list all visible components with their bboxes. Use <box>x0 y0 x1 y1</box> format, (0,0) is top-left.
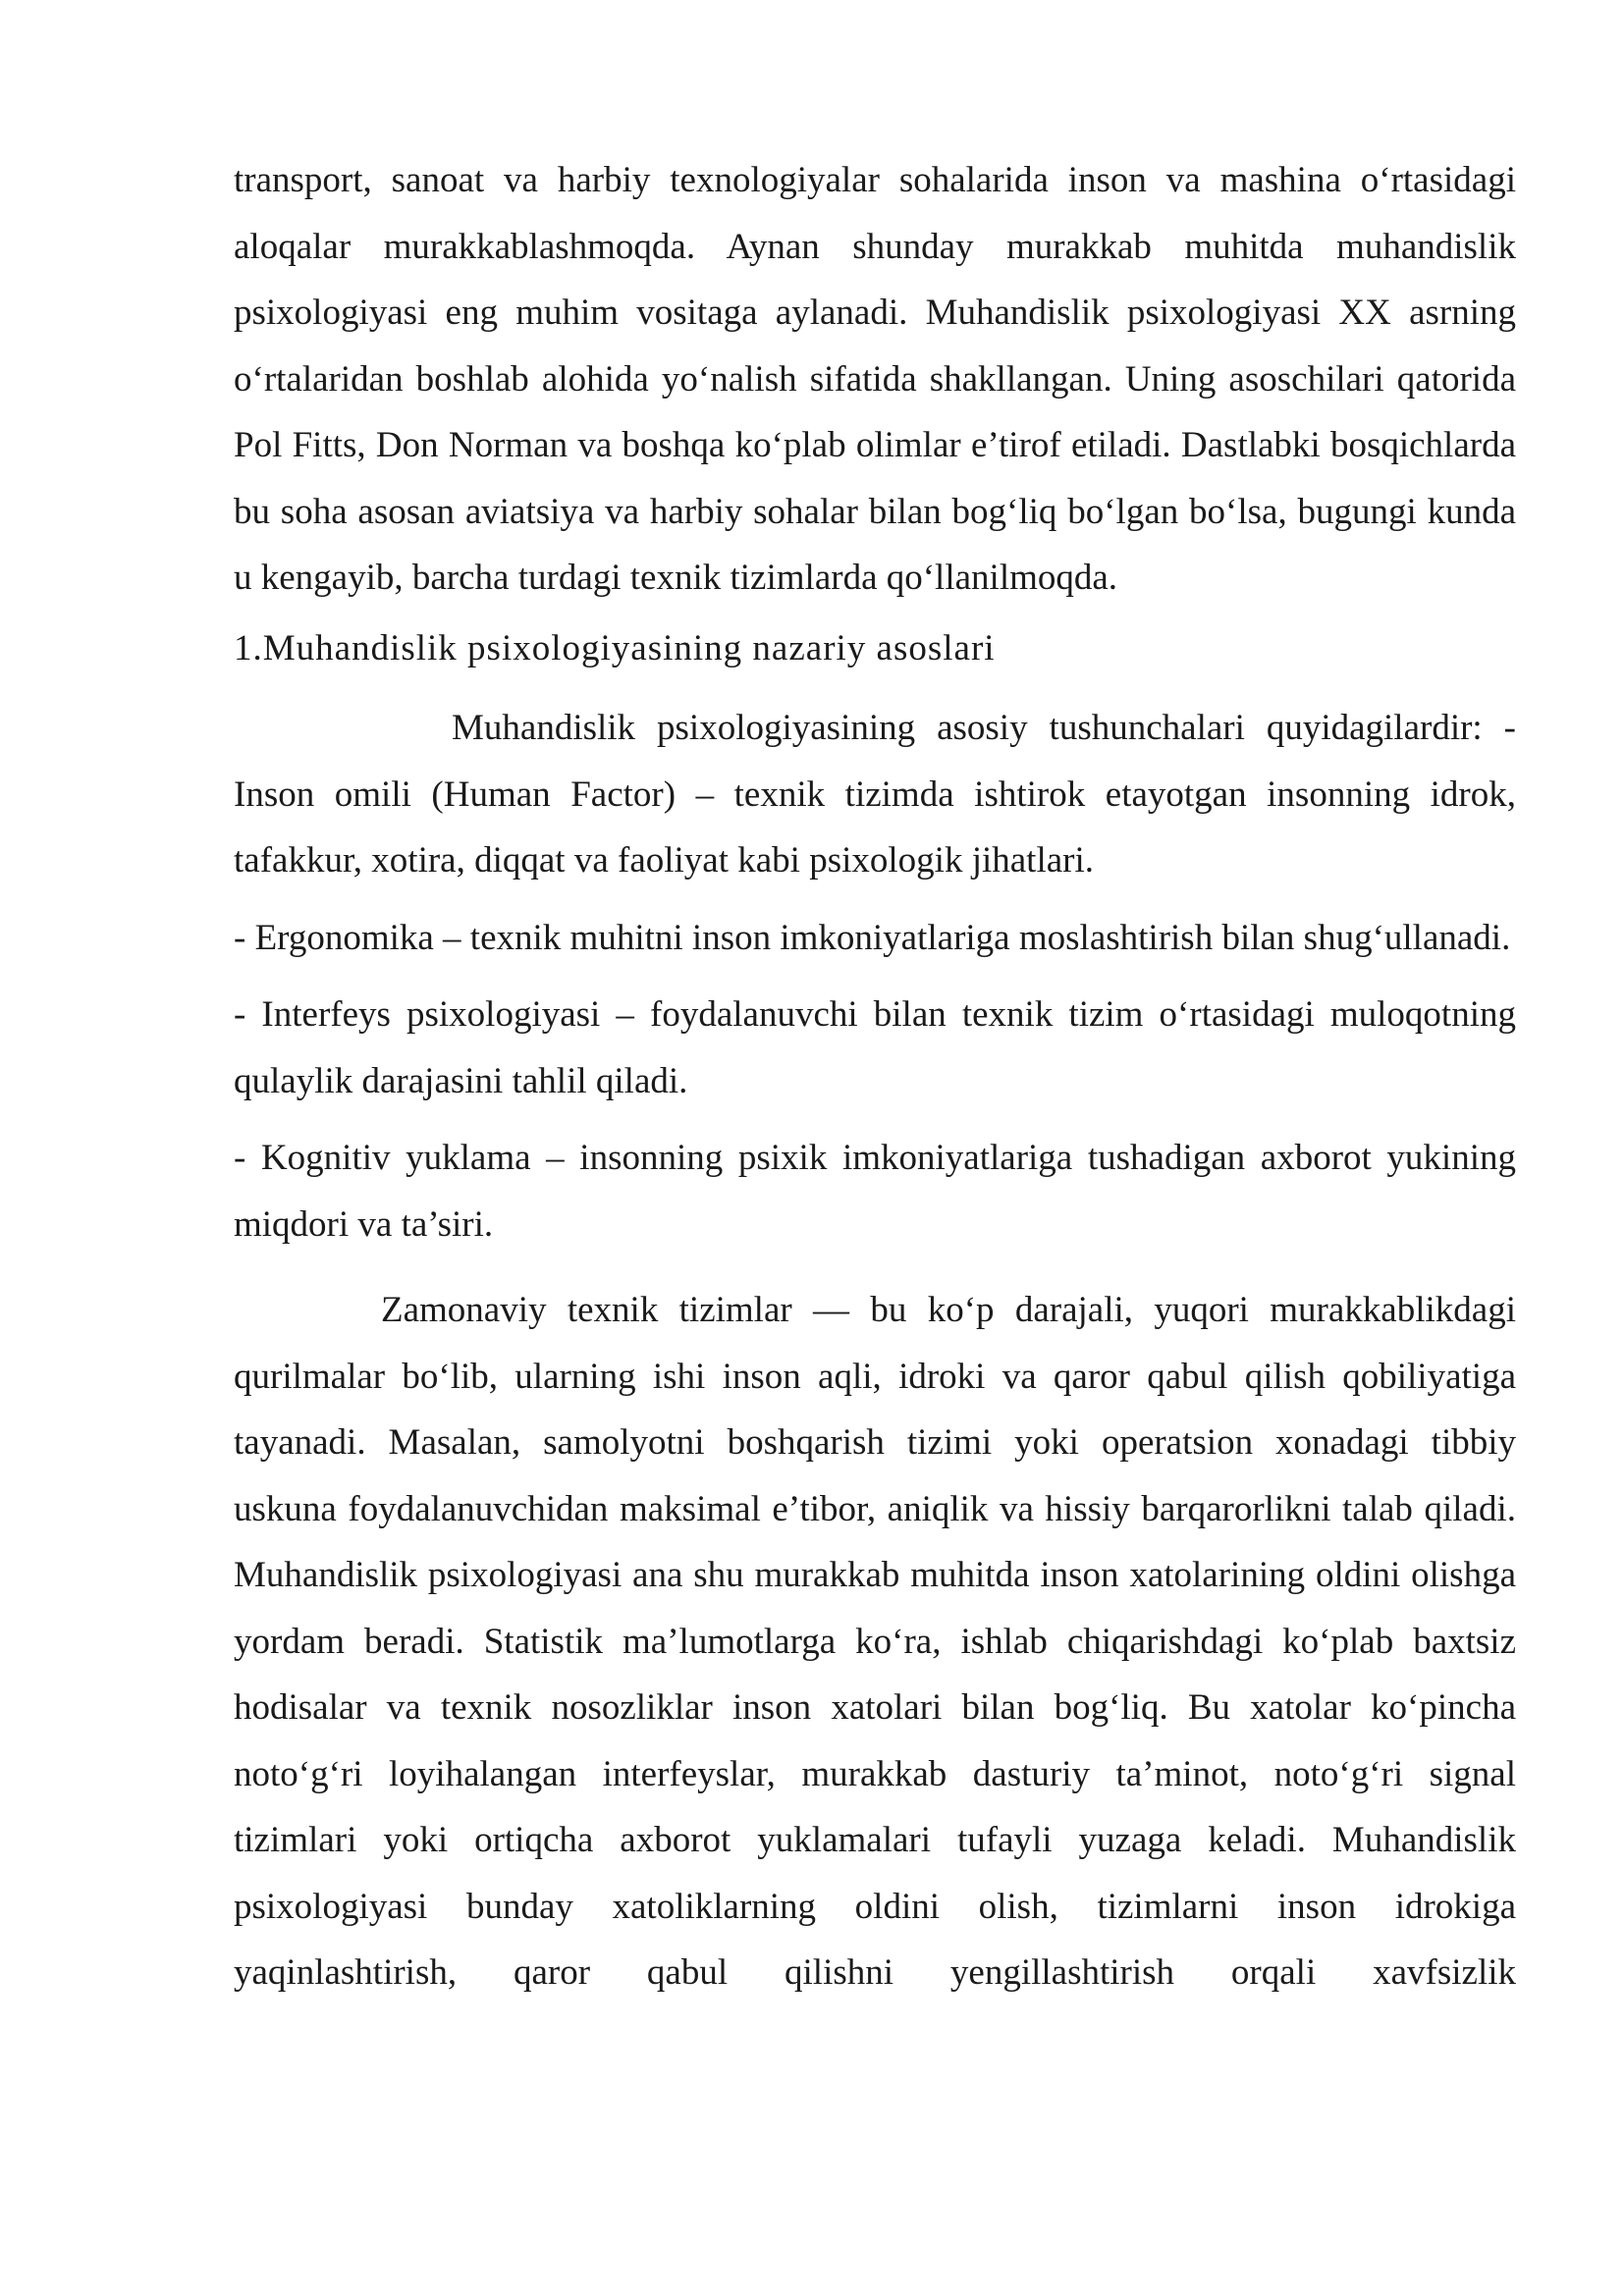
ergonomics-paragraph: - Ergonomika – texnik muhitni inson imkoniyatlariga moslashtirish bilan shug‘ullanadi. <box>234 917 1511 958</box>
document-body <box>234 147 1516 2006</box>
interface-paragraph: - Interfeys psixologiyasi – foydalanuvchi bilan texnik tizim o‘rtasidagi muloqotning qulaylik darajasini tahlil qiladi. <box>234 994 1516 1101</box>
modern-systems-paragraph: Zamonaviy texnik tizimlar — bu ko‘p darajali, yuqori murakkablikdagi qurilmalar bo‘lib, ularning ishi inson aqli, idroki va qaror qabul qilish qobiliyatiga tayanadi. Masalan, samolyotni boshqarish tizimi yoki operatsion xonadagi tibbiy uskuna foydalanuvchidan maksimal e’tibor, aniqlik va hissiy barqarorlikni talab qiladi. Muhandislik psixologiyasi ana shu murakkab muhitda inson xatolarining oldini olishga yordam beradi. Statistik ma’lumotlarga ko‘ra, ishlab chiqarishdagi ko‘plab baxtsiz hodisalar va texnik nosozliklar inson xatolari bilan bog‘liq. Bu xatolar ko‘pincha noto‘g‘ri loyihalangan interfeyslar, murakkab dasturiy ta’minot, noto‘g‘ri signal tizimlari yoki ortiqcha axborot yuklamalari tufayli yuzaga keladi. Muhandislik psixologiyasi bunday xatoliklarning oldini olish, tizimlarni inson idrokiga yaqinlashtirish, qaror qabul qilishni yengillashtirish orqali xavfsizlik <box>234 1290 1516 1993</box>
intro-paragraph: transport, sanoat va harbiy texnologiyalar sohalarida inson va mashina o‘rtasidagi aloqalar murakkablashmoqda. Aynan shunday murakkab muhitda muhandislik psixologiyasi eng muhim vositaga aylanadi. Muhandislik psixologiyasi XX asrning o‘rtalaridan boshlab alohida yo‘nalish sifatida shakllangan. Uning asoschilari qatorida Pol Fitts, Don Norman va boshqa ko‘plab olimlar e’tirof etiladi. Dastlabki bosqichlarda bu soha asosan aviatsiya va harbiy sohalar bilan bog‘liq bo‘lgan bo‘lsa, bugungi kunda u kengayib, barcha turdagi texnik tizimlarda qo‘llanilmoqda. <box>234 160 1516 598</box>
section-heading: 1.Muhandislik psixologiyasining nazariy asoslari <box>234 627 996 668</box>
concepts-paragraph: Muhandislik psixologiyasining asosiy tushunchalari quyidagilardir: - Inson omili (Human Factor) – texnik tizimda ishtirok etayotgan insonning idrok, tafakkur, xotira, diqqat va faoliyat kabi psixologik jihatlari. <box>234 708 1516 881</box>
cognitive-load-paragraph: - Kognitiv yuklama – insonning psixik imkoniyatlariga tushadigan axborot yukining miqdori va ta’siri. <box>234 1138 1516 1245</box>
